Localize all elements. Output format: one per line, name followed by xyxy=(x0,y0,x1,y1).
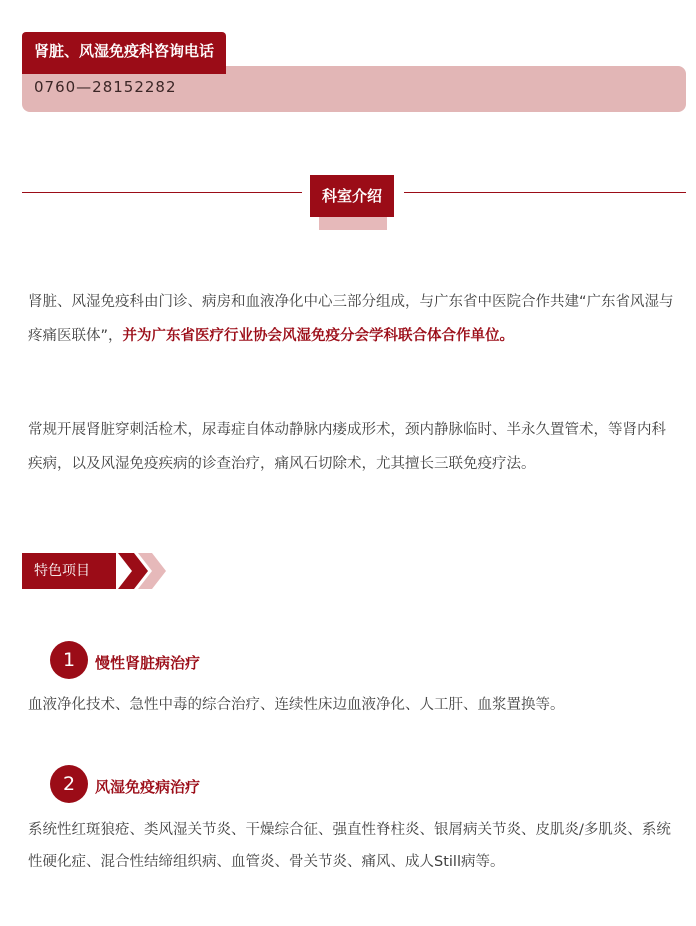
intro-text: 肾脏、风湿免疫科由门诊、病房和血液净化中心三部分组成，与广东省中医院合作共建“广东省风湿与疼痛医联体”， xyxy=(28,294,674,344)
intro-paragraph-2: 常规开展肾脏穿刺活检术，尿毒症自体动静脉内瘘成形术，颈内静脉临时、半永久置管术，等肾内科疾病，以及风湿免疫疾病的诊查治疗，痛风石切除术，尤其擅长三联免疫疗法。 xyxy=(28,422,666,472)
intro-paragraph-1 xyxy=(28,285,680,353)
contact-phone[interactable]: 0760—28152282 xyxy=(34,78,177,96)
item-title: 风湿免疫病治疗 xyxy=(95,778,201,796)
intro-highlight: 并为广东省医疗行业协会风湿免疫分会学科联合体合作单位。 xyxy=(122,328,515,344)
item-description: 系统性红斑狼疮、类风湿关节炎、干燥综合征、强直性脊柱炎、银屑病关节炎、皮肌炎/多肌炎、系统性硬化症、混合性结缔组织病、血管炎、骨关节炎、痛风、成人Still病等。 xyxy=(28,822,671,870)
features-tag: 特色项目 xyxy=(22,553,116,589)
chevron-right-icon xyxy=(138,553,172,589)
item-number-badge: 2 xyxy=(50,765,88,803)
item-description: 血液净化技术、急性中毒的综合治疗、连续性床边血液净化、人工肝、血浆置换等。 xyxy=(28,697,565,713)
item-number-badge: 1 xyxy=(50,641,88,679)
divider-right xyxy=(404,192,686,193)
item-title: 慢性肾脏病治疗 xyxy=(95,654,201,672)
divider-left xyxy=(22,192,302,193)
section-heading: 科室介绍 xyxy=(310,175,394,217)
contact-title: 肾脏、风湿免疫科咨询电话 xyxy=(22,32,226,74)
